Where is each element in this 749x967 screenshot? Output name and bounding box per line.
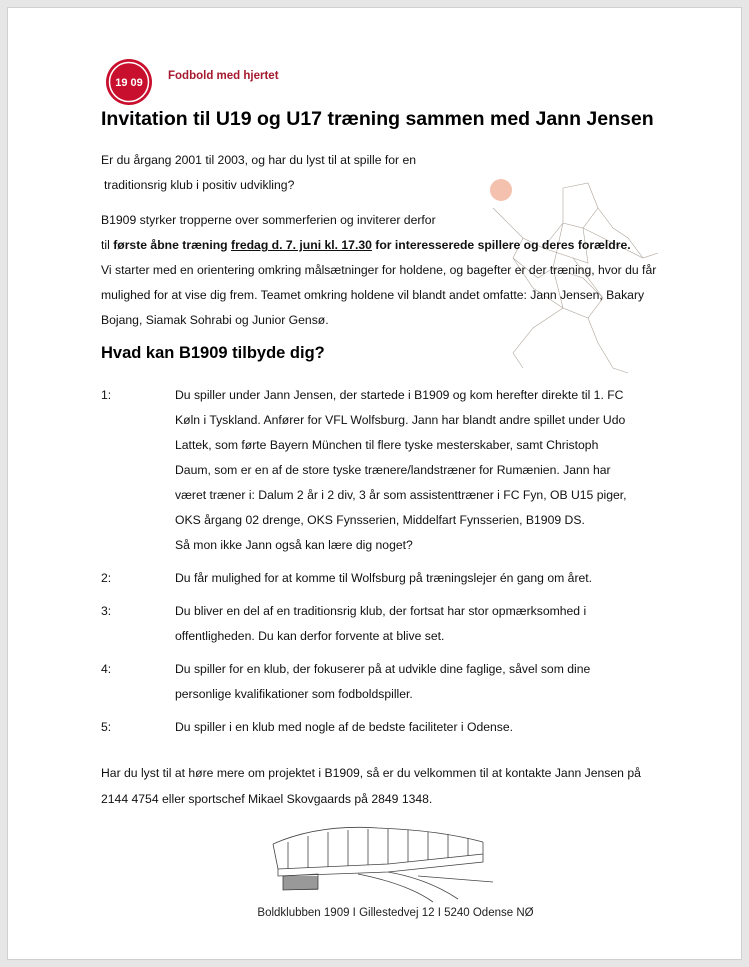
page-title: Invitation til U19 og U17 træning sammen med Jann Jensen (101, 108, 654, 130)
list-item (101, 657, 661, 707)
item-text-extra: Så mon ikke Jann også kan lære dig noget? (175, 538, 413, 552)
stadium-sketch-image (258, 814, 503, 904)
list-item (101, 383, 661, 558)
offers-list (101, 383, 661, 748)
document-page (7, 7, 742, 960)
intro-line-1: Er du årgang 2001 til 2003, og har du lyst til at spille for en (101, 153, 417, 167)
item-text-body: Du spiller under Jann Jensen, der startede i B1909 og kom herefter direkte til 1. FC Køln i Tyskland. Anfører for VFL Wolfsburg. Jann har blandt andre spillet under Udo Lattek, som førte Bayern München til flere tyske mesterskaber, samt Christoph Daum, som er en af de store tyske trænere/landstræner for Rumænien. Jann har været træner i: Dalum 2 år i 2 div, 3 år som assistenttræner i FC Fyn, OB U15 piger, OKS årgang 02 drenge, OKS Fynsserien, Middelfart Fynsserien, B1909 DS. (175, 388, 627, 527)
invite-line-1: B1909 styrker tropperne over sommerferien og inviterer derfor (101, 213, 436, 227)
item-number: 1: (101, 388, 112, 402)
intro-paragraph (101, 148, 661, 198)
invite-bold-1: første åbne træning (113, 238, 232, 252)
invite-rest: Vi starter med en orientering omkring målsætninger for holdene, og bagefter er der træning, hvor du får mulighed for at vise dig frem. Teamet omkring holdene vil blandt andet omfatte: Jann Jensen, Bakary Bojang, Siamak Sohrabi og Junior Gensø. (101, 263, 657, 327)
item-number: 2: (101, 571, 112, 585)
item-text: Du bliver en del af en traditionsrig klub, der fortsat har stor opmærksomhed i offentligheden. Du kan derfor forvente at blive set. (175, 604, 587, 643)
closing-paragraph: Har du lyst til at høre mere om projektet i B1909, så er du velkommen til at kontakte Jann Jensen på 2144 4754 eller sportschef Mikael Skovgaards på 2849 1348. (101, 766, 641, 806)
item-number: 3: (101, 604, 112, 618)
footer-address: Boldklubben 1909 I Gillestedvej 12 I 5240 Odense NØ (257, 907, 534, 919)
logo-text: 19 09 (115, 77, 143, 89)
club-tagline: Fodbold med hjertet (168, 70, 279, 82)
item-text (175, 383, 635, 558)
list-item (101, 599, 661, 649)
invitation-paragraph (101, 208, 661, 333)
item-number: 5: (101, 720, 112, 734)
item-number: 4: (101, 662, 112, 676)
item-text: Du spiller for en klub, der fokuserer på at udvikle dine faglige, såvel som dine personlige kvalifikationer som fodboldspiller. (175, 662, 591, 701)
invite-pre: til (101, 238, 114, 252)
item-text: Du spiller i en klub med nogle af de bedste faciliteter i Odense. (175, 720, 514, 734)
item-text: Du får mulighed for at komme til Wolfsburg på træningslejer én gang om året. (175, 571, 593, 585)
club-logo (105, 58, 153, 106)
invite-line-2 (101, 233, 661, 258)
list-item (101, 566, 661, 591)
invite-date: fredag d. 7. juni kl. 17.30 (231, 238, 372, 252)
invite-bold-2: for interesserede spillere og deres forældre. (371, 238, 631, 252)
intro-line-2: traditionsrig klub i positiv udvikling? (104, 178, 295, 192)
section-heading: Hvad kan B1909 tilbyde dig? (101, 344, 325, 362)
list-item (101, 715, 661, 740)
